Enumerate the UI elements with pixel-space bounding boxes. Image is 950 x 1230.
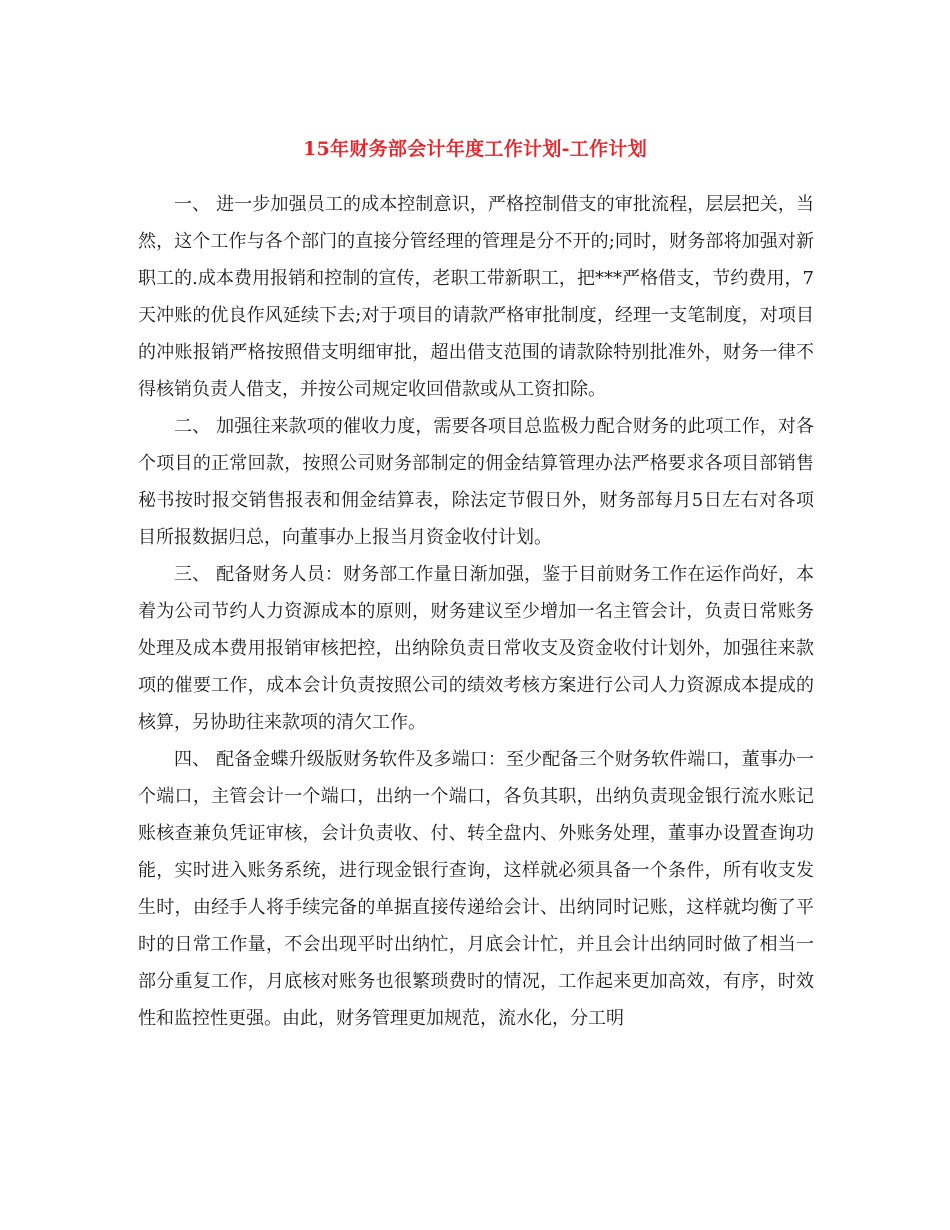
paragraph-1: 一、 进一步加强员工的成本控制意识，严格控制借支的审批流程，层层把关，当然，这个工作与各个部门的直接分管经理的管理是分不开的;同时，财务部将加强对新职工的.成本费用报销和控制的宣传，老职工带新职工，把***严格借支，节约费用，7天冲账的优良作风延续下去;对于项目的请款严格审批制度，经理一支笔制度，对项目的冲账报销严格按照借支明细审批，超出借支范围的请款除特别批准外，财务一律不得核销负责人借支，并按公司规定收回借款或从工资扣除。 (138, 194, 814, 400)
document-title: 15年财务部会计年度工作计划-工作计划 (302, 138, 648, 160)
paragraph-2: 二、 加强往来款项的催收力度，需要各项目总监极力配合财务的此项工作，对各个项目的正常回款，按照公司财务部制定的佣金结算管理办法严格要求各项目部销售秘书按时报交销售报表和佣金结算表，除法定节假日外，财务部每月5日左右对各项目所报数据归总，向董事办上报当月资金收付计划。 (138, 416, 814, 548)
document-body (138, 186, 814, 1037)
paragraph-4: 四、 配备金蝶升级版财务软件及多端口：至少配备三个财务软件端口，董事办一个端口，主管会计一个端口，出纳一个端口，各负其职，出纳负责现金银行流水账记账核查兼负凭证审核，会计负责收、付、转全盘内、外账务处理，董事办设置查询功能，实时进入账务系统，进行现金银行查询，这样就必须具备一个条件，所有收支发生时，由经手人将手续完备的单据直接传递给会计、出纳同时记账，这样就均衡了平时的日常工作量，不会出现平时出纳忙，月底会计忙，并且会计出纳同时做了相当一部分重复工作，月底核对账务也很繁琐费时的情况，工作起来更加高效，有序，时效性和监控性更强。由此，财务管理更加规范，流水化，分工明 (138, 749, 814, 1029)
paragraph-3: 三、 配备财务人员：财务部工作量日渐加强，鉴于目前财务工作在运作尚好，本着为公司节约人力资源成本的原则，财务建议至少增加一名主管会计，负责日常账务处理及成本费用报销审核把控，出纳除负责日常收支及资金收付计划外，加强往来款项的催要工作，成本会计负责按照公司的绩效考核方案进行公司人力资源成本提成的核算，另协助往来款项的清欠工作。 (138, 564, 814, 733)
